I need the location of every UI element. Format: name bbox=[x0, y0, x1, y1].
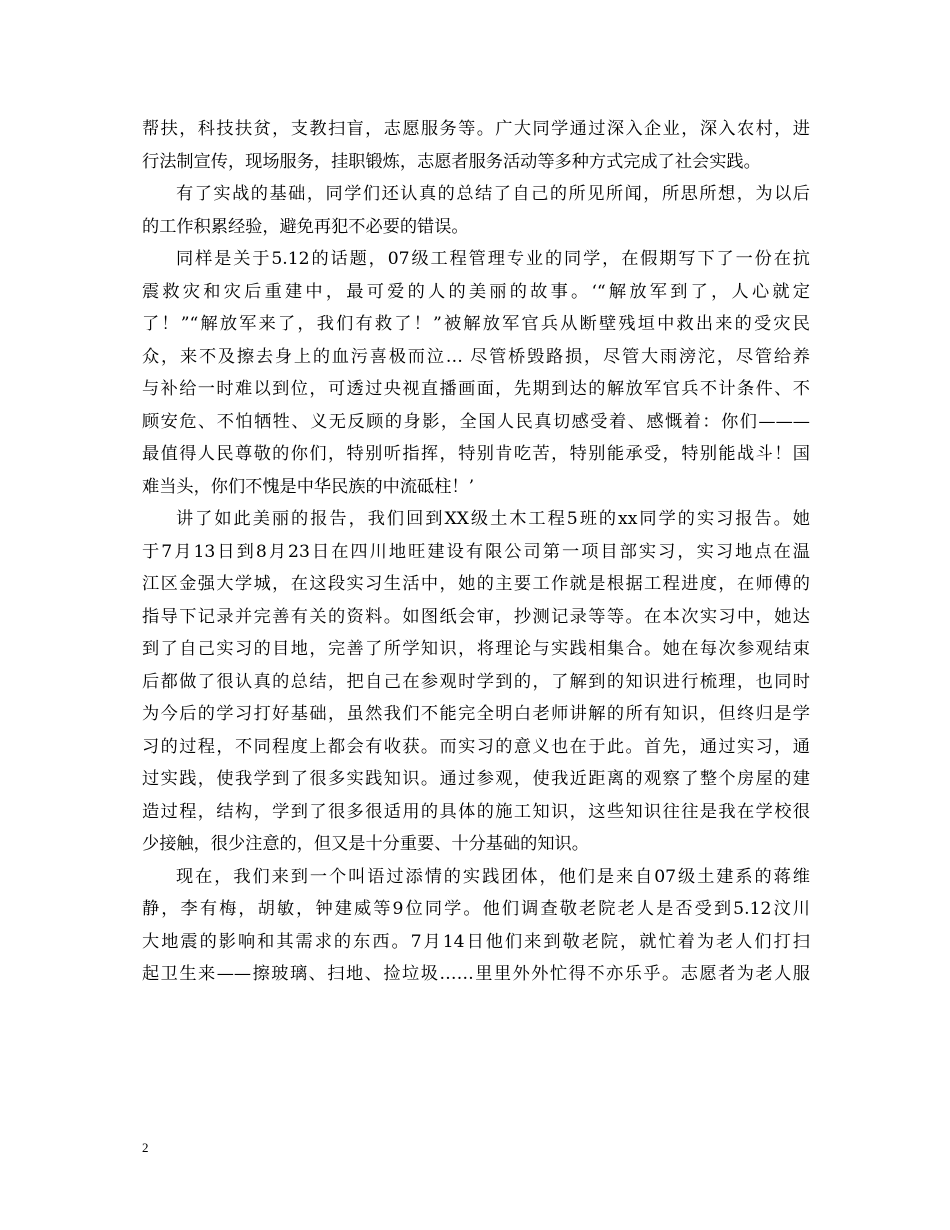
text-line: 的工作积累经验，避免再犯不必要的错误。 bbox=[142, 216, 469, 237]
text-line: 震救灾和灾后重建中，最可爱的人的美丽的故事。‘“解放军到了，人心就定 bbox=[142, 281, 810, 302]
text-line: 指导下记录并完善有关的资料。如图纸会审，抄测记录等等。在本次实习中，她达 bbox=[142, 606, 810, 627]
text-line: 顾安危、不怕牺牲、义无反顾的身影，全国人民真切感受着、感慨着：你们——— bbox=[142, 411, 810, 432]
text-line: 同样是关于5.12的话题，07级工程管理专业的同学，在假期写下了一份在抗 bbox=[176, 249, 810, 269]
text-line: 帮扶，科技扶贫，支教扫盲，志愿服务等。广大同学通过深入企业，深入农村，进 bbox=[142, 119, 810, 139]
text-line: 后都做了很认真的总结，把自己在参观时学到的，了解到的知识进行梳理，也同时 bbox=[142, 671, 810, 692]
text-line: 最值得人民尊敬的你们，特别听指挥，特别肯吃苦，特别能承受，特别能战斗！国 bbox=[142, 444, 810, 464]
text-line: 习的过程，不同程度上都会有收获。而实习的意义也在于此。首先，通过实习，通 bbox=[142, 736, 810, 757]
text-line: 难当头，你们不愧是中华民族的中流砥柱！’ bbox=[142, 476, 475, 497]
text-line: 讲了如此美丽的报告，我们回到XX级土木工程5班的xx同学的实习报告。她 bbox=[176, 509, 810, 529]
text-line: 行法制宣传，现场服务，挂职锻炼，志愿者服务活动等多种方式完成了社会实践。 bbox=[142, 151, 761, 172]
paragraph bbox=[142, 178, 810, 243]
paragraph bbox=[142, 113, 810, 178]
text-line: 有了实战的基础，同学们还认真的总结了自己的所见所闻，所思所想，为以后 bbox=[176, 184, 810, 204]
text-line: 于7月13日到8月23日在四川地旺建设有限公司第一项目部实习，实习地点在温 bbox=[142, 541, 810, 562]
text-line: 为今后的学习打好基础，虽然我们不能完全明白老师讲解的所有知识，但终归是学 bbox=[142, 704, 810, 724]
document-page bbox=[142, 113, 810, 991]
text-line: 少接触，很少注意的，但又是十分重要、十分基础的知识。 bbox=[142, 834, 589, 854]
text-line: 静，李有梅，胡敏，钟建威等9位同学。他们调查敬老院老人是否受到5.12汶川 bbox=[142, 899, 810, 919]
text-line: 与补给一时难以到位，可透过央视直播画面，先期到达的解放军官兵不计条件、不 bbox=[142, 379, 810, 399]
paragraph bbox=[142, 861, 810, 991]
text-line: 大地震的影响和其需求的东西。7月14日他们来到敬老院，就忙着为老人们打扫 bbox=[142, 931, 810, 952]
text-line: 江区金强大学城，在这段实习生活中，她的主要工作就是根据工程进度，在师傅的 bbox=[142, 574, 810, 594]
text-line: 了！”“解放军来了，我们有救了！”被解放军官兵从断壁残垣中救出来的受灾民 bbox=[142, 314, 810, 334]
paragraph bbox=[142, 503, 810, 861]
paragraph bbox=[142, 243, 810, 503]
text-line: 过实践，使我学到了很多实践知识。通过参观，使我近距离的观察了整个房屋的建 bbox=[142, 769, 810, 789]
text-line: 到了自己实习的目地，完善了所学知识，将理论与实践相集合。她在每次参观结束 bbox=[142, 639, 810, 659]
page-number: 2 bbox=[142, 1140, 149, 1155]
text-line: 众，来不及擦去身上的血污喜极而泣… 尽管桥毁路损，尽管大雨滂沱，尽管给养 bbox=[142, 346, 810, 367]
text-line: 造过程，结构，学到了很多很适用的具体的施工知识，这些知识往往是我在学校很 bbox=[142, 801, 810, 822]
text-line: 现在，我们来到一个叫语过添情的实践团体，他们是来自07级土建系的蒋维 bbox=[176, 866, 810, 887]
text-line: 起卫生来——擦玻璃、扫地、捡垃圾……里里外外忙得不亦乐乎。志愿者为老人服 bbox=[142, 964, 810, 984]
